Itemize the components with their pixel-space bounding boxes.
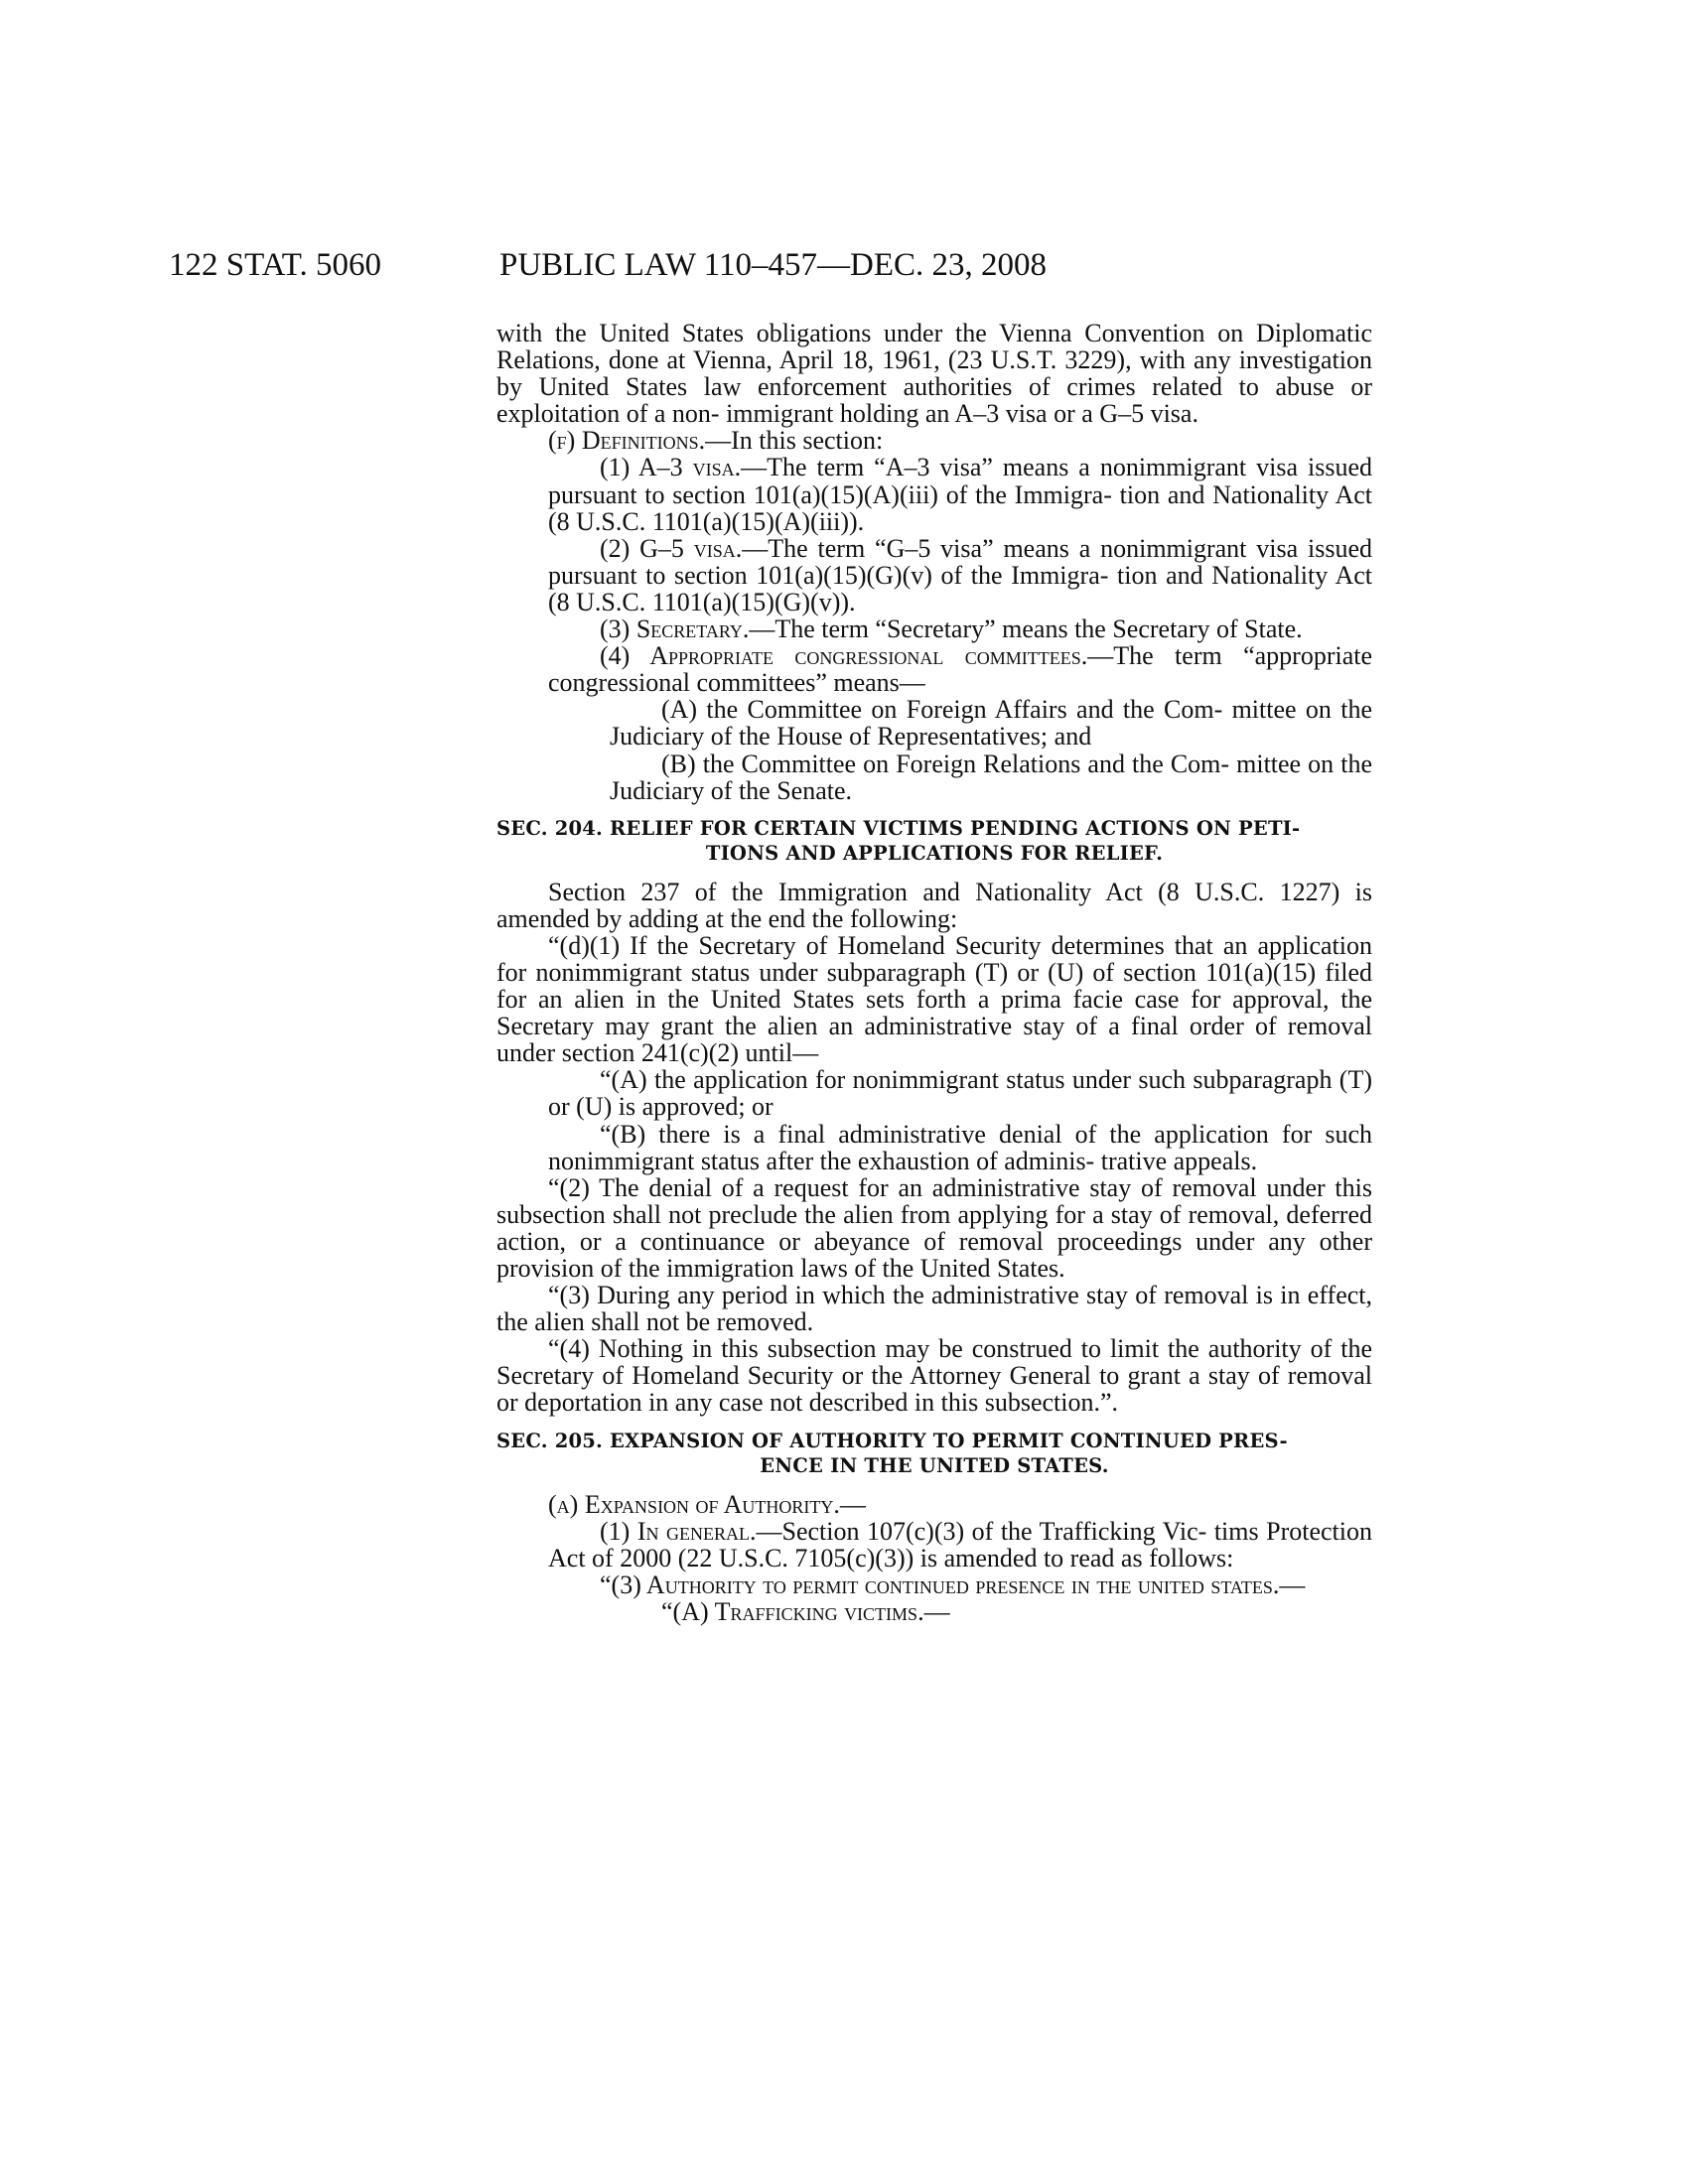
subsection-d2 (496, 1174, 1372, 1282)
subsection-heading: (a) Expansion of Authority. (548, 1489, 840, 1519)
paragraph-heading: (4) Appropriate congressional committees. (600, 641, 1088, 671)
text-line: (A) the Committee on Foreign Affairs and the Com- (661, 695, 1223, 725)
text-line: visa issued pursuant to section 101(a)(15)(G)(v) of the Immigra- (548, 533, 1372, 590)
text-line: —Section 107(c)(3) of the Trafficking Vic- (756, 1516, 1207, 1546)
text-line: tion and Nationality Act (8 U.S.C. 1101(a)(15)(G)(v)). (548, 560, 1372, 616)
definition-a3-visa (496, 454, 1372, 534)
text-line: —The term “Secretary” means the Secretary (749, 614, 1210, 644)
subsection-heading: (f) Definitions. (548, 426, 706, 456)
text-line: tion and Nationality Act (8 U.S.C. 1101(a)(15)(A)(iii)). (548, 479, 1372, 536)
section-heading-line: SEC. 205. EXPANSION OF AUTHORITY TO PERMIT CONTINUED PRES- (496, 1429, 1288, 1452)
section-204-heading (496, 816, 1372, 866)
text-line: the alien an administrative stay of a final order of removal under (496, 1012, 1372, 1068)
paragraph-heading: united states. (1137, 1570, 1280, 1599)
paragraph-heading: (2) G–5 visa. (600, 533, 743, 563)
subparagraph-heading: “(A) Trafficking victims. (661, 1596, 924, 1626)
text-line: —The term (1087, 641, 1222, 671)
text-line: trative appeals. (1100, 1146, 1258, 1175)
text-line: —In this section: (705, 426, 884, 456)
subsection-a-expansion (496, 1491, 1372, 1518)
text-line: an application for nonimmigrant status under subparagraph (T) (496, 930, 1372, 987)
section-heading-line: ENCE IN THE UNITED STATES. (760, 1453, 1109, 1477)
text-line: — (1279, 1570, 1306, 1599)
text-line: not described in this subsection.”. (770, 1388, 1119, 1418)
paragraph-heading: (1) A–3 visa. (600, 453, 742, 482)
text-line: removal is in effect, the alien shall not be removed. (496, 1281, 1372, 1337)
text-line: —The term “G–5 visa” means a nonimmigrant (742, 533, 1247, 563)
quoted-paragraph-3 (496, 1571, 1372, 1598)
document-body (496, 320, 1372, 1625)
subparagraph-dA (496, 1066, 1372, 1120)
paragraph-heading: (1) In general. (600, 1516, 757, 1546)
section-204-intro (496, 879, 1372, 932)
text-line: section 241(c)(2) until— (561, 1038, 819, 1068)
text-line: mittee on the Judiciary of the Senate. (610, 749, 1372, 805)
section-heading-line: TIONS AND APPLICATIONS FOR RELIEF. (705, 841, 1164, 865)
public-law-title: PUBLIC LAW 110–457—DEC. 23, 2008 (499, 247, 1048, 283)
section-205-heading (496, 1429, 1372, 1478)
text-line: “(3) During any period in which the administrative stay of (548, 1281, 1157, 1310)
text-line: authorities of crimes related to abuse or exploitation of a non- (496, 372, 1372, 429)
text-line: removal under this subsection shall not preclude the alien from (496, 1172, 1373, 1229)
text-line: or (U) of section 101(a)(15) filed for an alien in the United States (496, 957, 1373, 1015)
section-heading-line: SEC. 204. RELIEF FOR CERTAIN VICTIMS PENDING ACTIONS ON PETI- (496, 816, 1301, 840)
quoted-subparagraph-A (496, 1598, 1372, 1625)
subparagraph-a-house (496, 696, 1372, 750)
text-line: “(4) Nothing in this subsection may be construed to limit the (548, 1334, 1199, 1364)
definition-g5-visa (496, 535, 1372, 615)
text-line: 1227) is amended by adding at the end the following: (496, 877, 1372, 933)
text-line: visa issued pursuant to section 101(a)(15)(A)(iii) of the Immigra- (548, 453, 1372, 509)
text-line: “(d)(1) If the Secretary of Homeland Security determines that (548, 930, 1213, 960)
subsection-d1 (496, 932, 1372, 1066)
text-line: sets forth a prima facie case for approval, the Secretary may grant (496, 985, 1372, 1041)
paragraph-heading: “(3) Authority to permit continued presence in the (600, 1570, 1132, 1599)
text-line: (B) the Committee on Foreign Relations and the Com- (661, 749, 1230, 778)
text-line: —The term “A–3 visa” means a nonimmigrant (741, 453, 1247, 482)
text-line: authority of the Secretary of Homeland Security or the Attorney (496, 1334, 1373, 1391)
text-line: — (839, 1489, 866, 1519)
subsection-d3 (496, 1282, 1372, 1335)
definition-secretary (496, 615, 1372, 642)
text-line: “(2) The denial of a request for an administrative stay of (548, 1172, 1163, 1202)
paragraph-a1-in-general (496, 1518, 1372, 1571)
text-line: Section 237 of the Immigration and Nationality Act (8 U.S.C. (548, 877, 1265, 906)
text-line: the immigration laws of the United States. (628, 1254, 1065, 1283)
text-line: tims Protection Act of 2000 (22 U.S.C. 7105(c)(3)) is amended (548, 1516, 1372, 1572)
definition-committees (496, 642, 1372, 696)
subsection-d4 (496, 1335, 1372, 1416)
text-line: of State. (1216, 614, 1303, 644)
text-line: to read as follows: (1043, 1543, 1234, 1572)
statute-page-number: 122 STAT. 5060 (169, 247, 382, 283)
text-line: — (923, 1596, 950, 1626)
text-line: General to grant a stay of removal or deportation in any case (496, 1361, 1372, 1418)
text-line: for such nonimmigrant status after the exhaustion of adminis- (548, 1119, 1372, 1175)
subparagraph-b-senate (496, 751, 1372, 804)
page-header (169, 245, 1261, 285)
subsection-f-definitions (496, 427, 1372, 454)
text-line: with the United States obligations under the Vienna Convention (496, 319, 1205, 347)
text-line: “(B) there is a final administrative denial of the application (600, 1119, 1269, 1149)
paragraph-e-continuation (496, 320, 1372, 427)
text-line: or abeyance of removal proceedings under any other provision of (496, 1226, 1373, 1283)
text-line: on Diplomatic Relations, done at Vienna, April 18, 1961, (23 U.S.T. (496, 319, 1372, 375)
text-line: “(A) the application for nonimmigrant status under such (600, 1065, 1187, 1095)
text-line: 3229), with any investigation by United States law enforcement (496, 345, 1373, 402)
subparagraph-dB (496, 1121, 1372, 1174)
text-line: mittee on the Judiciary of the House of Representatives; (610, 695, 1372, 751)
text-line: immigrant holding an A–3 visa or a G–5 visa. (726, 399, 1198, 429)
text-line: subparagraph (T) or (U) is approved; or (548, 1065, 1373, 1122)
paragraph-heading: (3) Secretary. (600, 614, 750, 644)
text-line: applying for a stay of removal, deferred action, or a continuance (496, 1199, 1373, 1256)
text-line: “appropriate congressional committees” means— (548, 641, 1373, 698)
text-line: and (1054, 722, 1092, 751)
